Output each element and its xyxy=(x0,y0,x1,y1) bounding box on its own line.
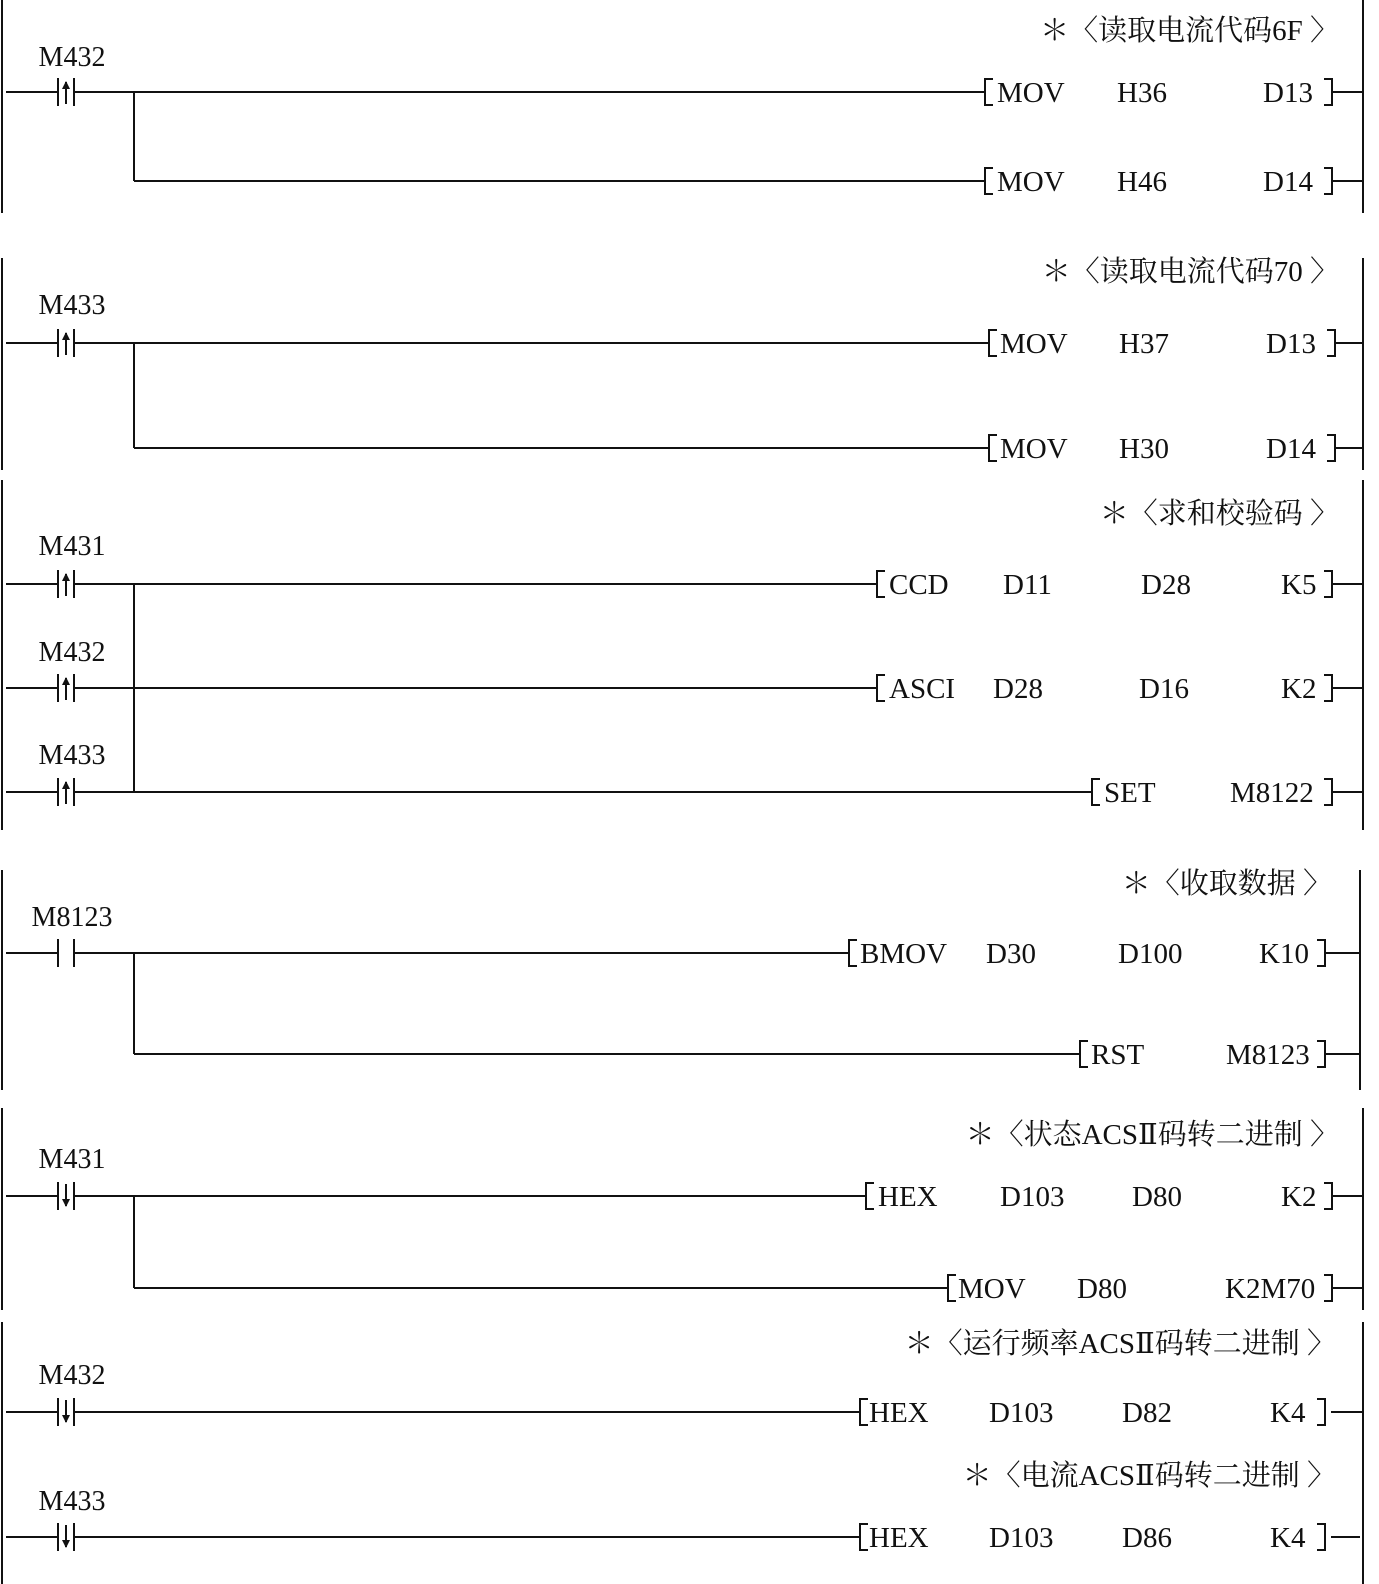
instruction-operand: D14 xyxy=(1266,433,1316,465)
instruction-left-bracket xyxy=(849,940,857,966)
instruction-block xyxy=(134,777,1363,809)
contact-label: M432 xyxy=(38,42,106,73)
instruction-opcode: BMOV xyxy=(860,938,948,970)
instruction-operand: K10 xyxy=(1259,938,1309,970)
instruction-operand: H46 xyxy=(1117,166,1167,198)
instruction-operand: H36 xyxy=(1117,77,1167,109)
instruction-right-bracket xyxy=(1327,435,1335,461)
instruction-opcode: HEX xyxy=(869,1522,929,1554)
ladder-rung xyxy=(2,480,1363,830)
instruction-left-bracket xyxy=(877,675,885,701)
ladder-rung xyxy=(2,255,1363,470)
instruction-block xyxy=(134,1181,1363,1213)
instruction-operand: D28 xyxy=(1141,569,1191,601)
instruction-operand: D13 xyxy=(1266,328,1316,360)
instruction-block xyxy=(134,77,1363,109)
instruction-opcode: MOV xyxy=(997,166,1065,198)
instruction-opcode: MOV xyxy=(1000,328,1068,360)
rung-comment: ＊〈电流ACSⅡ码转二进制 〉 xyxy=(962,1460,1336,1492)
instruction-right-bracket xyxy=(1317,1524,1325,1550)
instruction-block xyxy=(134,166,1363,198)
contact-label: M432 xyxy=(38,637,106,668)
instruction-operand: D14 xyxy=(1263,166,1313,198)
instruction-opcode: ASCI xyxy=(889,673,956,705)
contact-symbol xyxy=(6,1523,134,1551)
ladder-rung xyxy=(2,1108,1363,1310)
instruction-left-bracket xyxy=(860,1524,868,1550)
instruction-opcode: MOV xyxy=(1000,433,1068,465)
instruction-block xyxy=(134,673,1363,705)
instruction-block xyxy=(134,1397,1363,1429)
instruction-opcode: HEX xyxy=(869,1397,929,1429)
instruction-left-bracket xyxy=(860,1399,868,1425)
instruction-right-bracket xyxy=(1324,168,1332,194)
instruction-right-bracket xyxy=(1317,940,1325,966)
instruction-operand: K5 xyxy=(1281,569,1317,601)
instruction-block xyxy=(134,1273,1363,1305)
instruction-opcode: SET xyxy=(1104,777,1156,809)
rising-edge-arrow-icon xyxy=(62,677,70,685)
instruction-operand: D13 xyxy=(1263,77,1313,109)
instruction-block xyxy=(134,328,1363,360)
contact-symbol xyxy=(6,78,134,106)
rung-comment: ＊〈读取电流代码6F 〉 xyxy=(1040,15,1339,47)
instruction-operand: D103 xyxy=(989,1522,1054,1554)
instruction-operand: K2 xyxy=(1281,1181,1317,1213)
instruction-block xyxy=(134,433,1363,465)
instruction-left-bracket xyxy=(866,1183,874,1209)
contact-symbol xyxy=(6,570,134,598)
instruction-operand: D30 xyxy=(986,938,1036,970)
contact-label: M433 xyxy=(38,290,106,321)
instruction-operand: D16 xyxy=(1139,673,1189,705)
instruction-opcode: MOV xyxy=(958,1273,1026,1305)
rising-edge-arrow-icon xyxy=(62,332,70,340)
contact-label: M433 xyxy=(38,740,106,771)
instruction-right-bracket xyxy=(1324,1183,1332,1209)
instruction-right-bracket xyxy=(1317,1399,1325,1425)
instruction-right-bracket xyxy=(1324,1275,1332,1301)
instruction-left-bracket xyxy=(985,168,993,194)
ladder-rung xyxy=(2,0,1363,213)
contact-label: M431 xyxy=(38,1144,106,1175)
contact-label: M432 xyxy=(38,1360,106,1391)
instruction-operand: D80 xyxy=(1077,1273,1127,1305)
instruction-operand: K2 xyxy=(1281,673,1317,705)
instruction-right-bracket xyxy=(1324,79,1332,105)
instruction-left-bracket xyxy=(1092,779,1100,805)
instruction-right-bracket xyxy=(1324,779,1332,805)
falling-edge-arrow-icon xyxy=(62,1199,70,1207)
instruction-right-bracket xyxy=(1324,571,1332,597)
instruction-left-bracket xyxy=(989,330,997,356)
instruction-operand: D86 xyxy=(1122,1522,1172,1554)
instruction-operand: D82 xyxy=(1122,1397,1172,1429)
instruction-operand: M8122 xyxy=(1230,777,1314,809)
instruction-operand: D11 xyxy=(1003,569,1052,601)
instruction-operand: D103 xyxy=(989,1397,1054,1429)
rising-edge-arrow-icon xyxy=(62,81,70,89)
falling-edge-arrow-icon xyxy=(62,1540,70,1548)
contact-symbol xyxy=(6,1182,134,1210)
contact-symbol xyxy=(6,939,134,967)
instruction-block xyxy=(134,569,1363,601)
instruction-right-bracket xyxy=(1317,1041,1325,1067)
instruction-operand: D100 xyxy=(1118,938,1183,970)
rung-comment: ＊〈状态ACSⅡ码转二进制 〉 xyxy=(965,1119,1339,1151)
contact-label: M431 xyxy=(38,531,106,562)
rung-comment: ＊〈运行频率ACSⅡ码转二进制 〉 xyxy=(904,1328,1336,1360)
ladder-rung xyxy=(6,1459,1360,1554)
falling-edge-arrow-icon xyxy=(62,1415,70,1423)
instruction-operand: M8123 xyxy=(1226,1039,1310,1071)
instruction-operand: D80 xyxy=(1132,1181,1182,1213)
instruction-left-bracket xyxy=(989,435,997,461)
instruction-opcode: HEX xyxy=(878,1181,938,1213)
instruction-opcode: CCD xyxy=(889,569,949,601)
instruction-operand: H37 xyxy=(1119,328,1169,360)
instruction-left-bracket xyxy=(1080,1041,1088,1067)
instruction-operand: K2M70 xyxy=(1225,1273,1316,1305)
instruction-operand: K4 xyxy=(1270,1522,1306,1554)
rung-comment: ＊〈读取电流代码70 〉 xyxy=(1041,256,1339,288)
instruction-operand: H30 xyxy=(1119,433,1169,465)
instruction-left-bracket xyxy=(948,1275,956,1301)
instruction-right-bracket xyxy=(1324,675,1332,701)
contact-symbol xyxy=(6,329,134,357)
instruction-opcode: MOV xyxy=(997,77,1065,109)
instruction-block xyxy=(134,938,1360,970)
rung-comment: ＊〈收取数据 〉 xyxy=(1121,868,1332,900)
instruction-operand: D28 xyxy=(993,673,1043,705)
instruction-right-bracket xyxy=(1327,330,1335,356)
instruction-operand: K4 xyxy=(1270,1397,1306,1429)
rising-edge-arrow-icon xyxy=(62,781,70,789)
contact-symbol xyxy=(6,674,134,702)
ladder-rung xyxy=(2,867,1360,1090)
contact-symbol xyxy=(6,1398,134,1426)
rising-edge-arrow-icon xyxy=(62,573,70,581)
instruction-left-bracket xyxy=(877,571,885,597)
instruction-block xyxy=(134,1522,1360,1554)
instruction-operand: D103 xyxy=(1000,1181,1065,1213)
instruction-left-bracket xyxy=(985,79,993,105)
contact-symbol xyxy=(6,778,134,806)
instruction-block xyxy=(134,1039,1360,1071)
contact-label: M8123 xyxy=(31,902,113,933)
contact-label: M433 xyxy=(38,1486,106,1517)
instruction-opcode: RST xyxy=(1091,1039,1145,1071)
rung-comment: ＊〈求和校验码 〉 xyxy=(1099,498,1339,530)
